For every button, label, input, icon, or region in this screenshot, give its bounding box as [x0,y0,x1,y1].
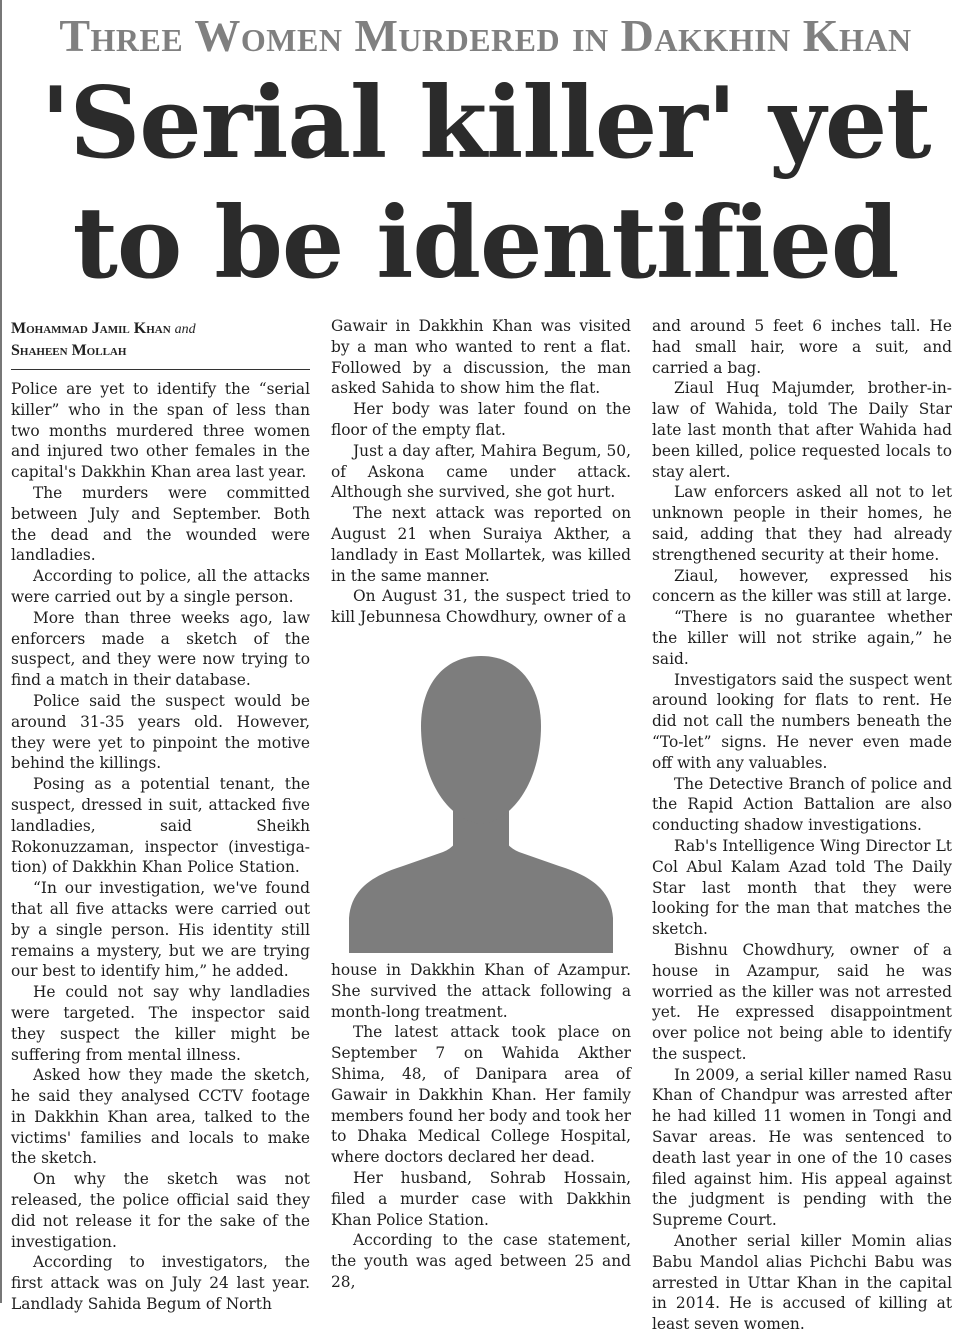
headline-line-1: 'Serial killer' yet [40,66,931,181]
byline [11,316,310,370]
paragraph: According to police, all the attacks were carried out by a single person. [11,567,310,606]
paragraph: Bishnu Chowdhury, owner of a house in Azampur, said he was worried as the killer was not arrested yet. He expressed disappointment over police not being able to identify the suspect. [652,940,952,1063]
headline-kicker: Three Women Murdered in Dakkhin Khan [59,10,912,61]
paragraph: He could not say why landladies were targeted. The inspector said they suspect the killer might be suffering from mental illness. [11,983,310,1064]
paragraph: Police are yet to identify the “serial killer” who in the span of less than two months murdered three women and injured two other females in the capital's Dakkhin Khan area last year. [11,380,310,482]
paragraph: Her body was later found on the floor of the empty flat. [331,400,631,439]
paragraph: On August 31, the suspect tried to kill Jebunnesa Chowdhury, owner of a [331,587,631,627]
paragraph: According to investigators, the first attack was on July 24 last year. Landlady Sahida Begum of North [11,1253,310,1314]
paragraph: Ziaul, however, expressed his concern as the killer was still at large. [652,566,952,606]
paragraph: According to the case statement, the youth was aged between 25 and 28, [331,1231,631,1291]
article-column-2 [331,316,631,1295]
paragraph: Rab's Intelligence Wing Director Lt Col Abul Kalam Azad told The Daily Star last month that they were looking for the man that matches the sketch. [652,836,952,939]
article-column-1 [11,316,310,1314]
paragraph: “There is no guarantee whether the killer will not strike again,” he said. [652,608,952,668]
headline-line-2: to be identified [72,186,899,301]
byline-and: and [174,322,196,337]
paragraph: Investigators said the suspect went around looking for flats to rent. He did not call the numbers beneath the “To-let” signs. He never even made off with any valuables. [652,670,952,772]
paragraph: Ziaul Huq Majumder, brother-in-law of Wahida, told The Daily Star late last month that after Wahida had been killed, police requested locals to stay alert. [652,379,952,481]
article-column-3 [652,316,952,1334]
paragraph: In 2009, a serial killer named Rasu Khan of Chandpur was arrested after he had killed 11 women in Tongi and Savar areas. He was sentenced to death last year in one of the 10 cases filed against him. His appeal against the judgment is pending with the Supreme Court. [652,1065,952,1230]
paragraph: The next attack was reported on August 21 when Suraiya Akther, a landlady in East Mollartek, was killed in the same manner. [331,504,631,585]
paragraph: Law enforcers asked all not to let unknown people in their homes, he said, adding that they had already strengthened security at their home. [652,483,952,564]
paragraph: Gawair in Dakkhin Khan was visited by a man who wanted to rent a flat. Followed by a discussion, the man asked Sahida to show him the flat. [331,317,631,398]
paragraph: and around 5 feet 6 inches tall. He had small hair, wore a suit, and carried a bag. [652,317,952,377]
paragraph: house in Dakkhin Khan of Azampur. She survived the attack following a month-long treatment. [331,960,631,1021]
headline [0,64,971,304]
paragraph: Another serial killer Momin alias Babu Mandol alias Pichchi Babu was arrested in Uttar Khan in the capital in 2014. He is accused of killing at least seven women. [652,1232,952,1334]
paragraph: More than three weeks ago, law enforcers made a sketch of the suspect, and they were now trying to find a match in their database. [11,608,310,690]
paragraph: Asked how they made the sketch, he said they analysed CCTV footage in Dakkhin Khan area, talked to the victims' families and locals to make the sketch. [11,1066,310,1168]
suspect-silhouette-image [331,628,631,960]
paragraph: Posing as a potential tenant, the suspect, dressed in suit, attacked five landladies, said Sheikh Rokonuzzaman, inspector (investiga-tion) of Dakkhin Khan Police Station. [11,775,310,877]
paragraph: Her husband, Sohrab Hossain, filed a murder case with Dakkhin Khan Police Station. [331,1168,631,1229]
paragraph: Just a day after, Mahira Begum, 50, of Askona came under attack. Although she survived, she got hurt. [331,441,631,502]
paragraph: Police said the suspect would be around 31-35 years old. However, they were yet to pinpoint the motive behind the killings. [11,691,310,773]
paragraph: The Detective Branch of police and the Rapid Action Battalion are also conducting shadow investigations. [652,774,952,835]
byline-author-2: Shaheen Mollah [11,342,127,359]
paragraph: “In our investigation, we've found that all five attacks were carried out by a single person. His identity still remains a mystery, but we are trying our best to identify him,” he added. [11,879,310,981]
paragraph: The murders were committed between July and September. Both the dead and the wounded were landladies. [11,483,310,565]
paragraph: The latest attack took place on September 7 on Wahida Akther Shima, 48, of Danipara area of Gawair in Dakkhin Khan. Her family members found her body and took her to Dhaka Medical College Hospital, where doctors declared her dead. [331,1023,631,1167]
paragraph: On why the sketch was not released, the police official said they did not release it for the sake of the investigation. [11,1170,310,1251]
byline-author-1: Mohammad Jamil Khan [11,320,171,337]
